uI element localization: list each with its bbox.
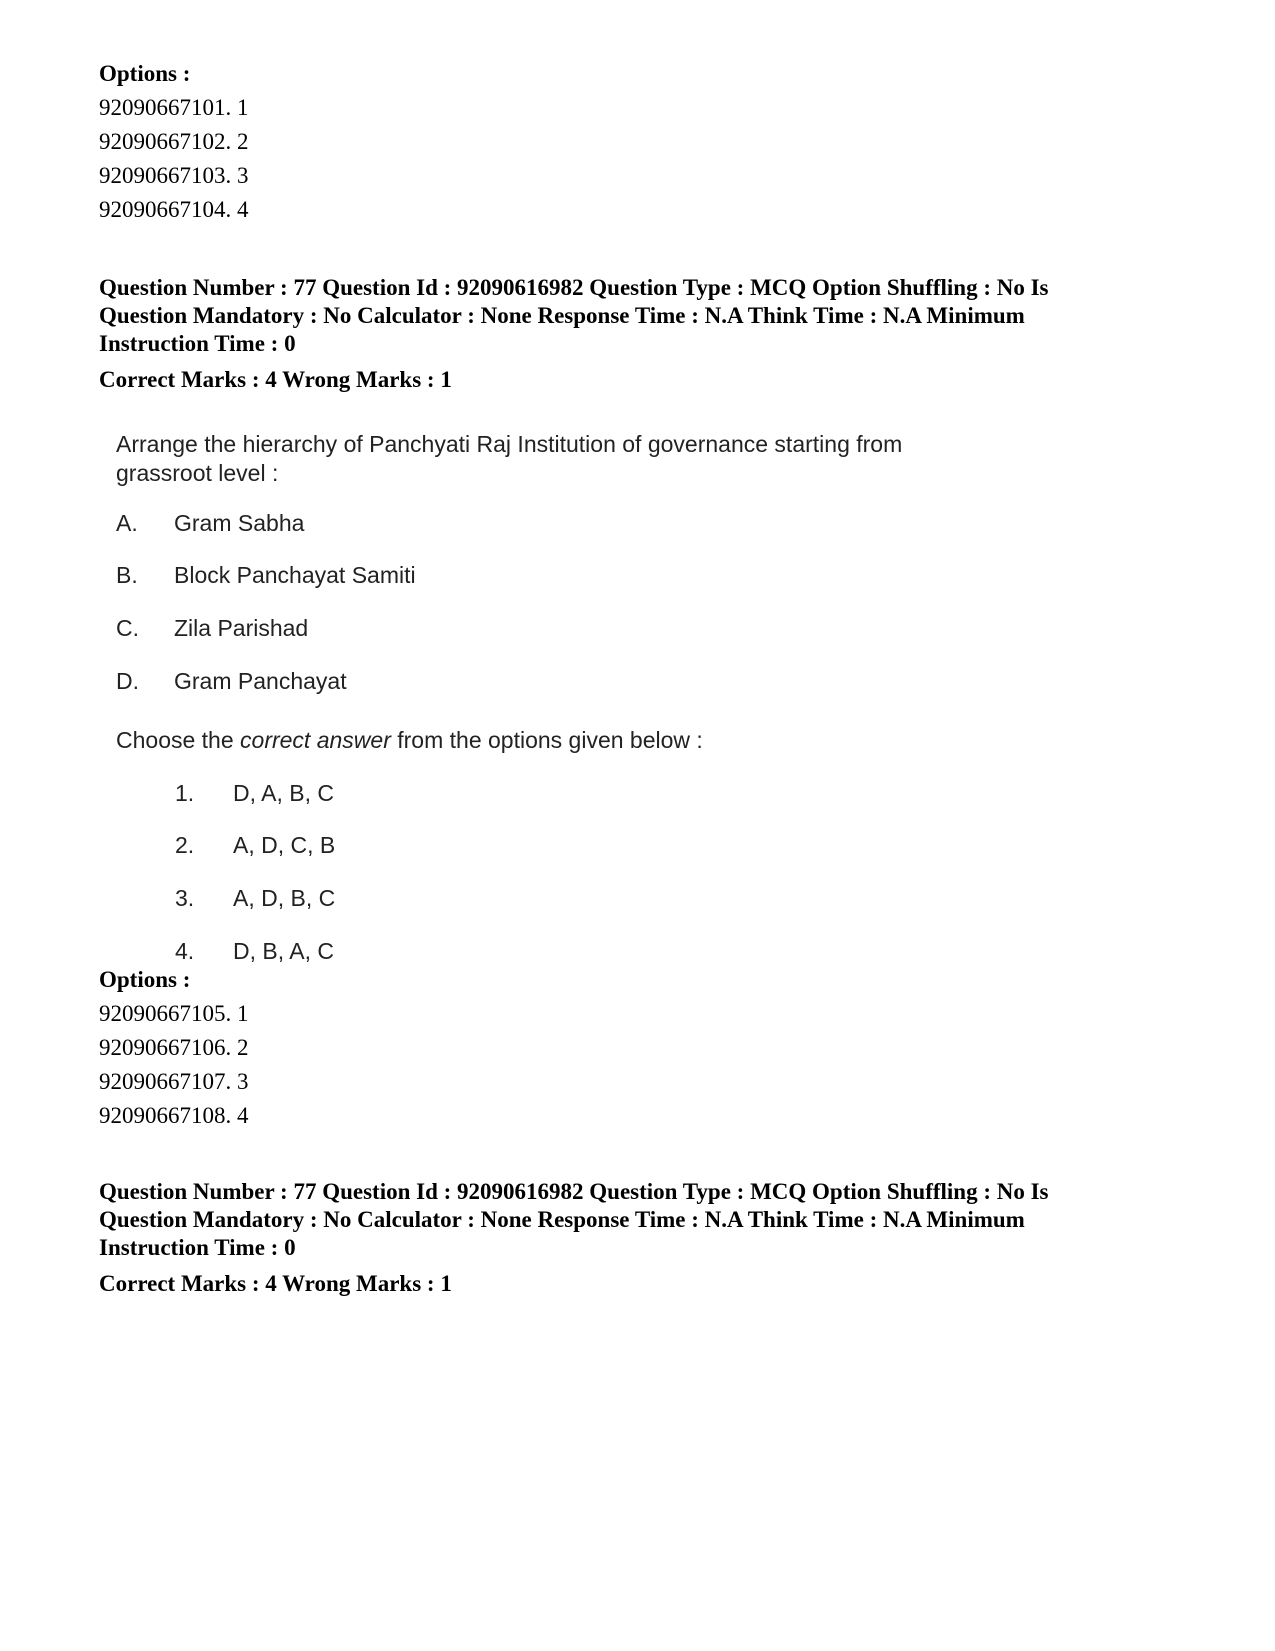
question-header-line: Instruction Time : 0 — [99, 331, 296, 356]
answer-choice — [175, 883, 335, 913]
statement-text: Gram Sabha — [174, 510, 305, 536]
statement-item — [116, 508, 304, 538]
question-header-line: Instruction Time : 0 — [99, 1235, 296, 1260]
statement-label: A. — [116, 510, 138, 536]
answer-choice — [175, 936, 334, 966]
question-options-section — [99, 963, 1179, 1133]
option-item: 92090667107. 3 — [99, 1069, 249, 1094]
question-header — [99, 274, 1179, 394]
question-header-line: Question Number : 77 Question Id : 92090616982 Question Type : MCQ Option Shuffling : No Is — [99, 275, 1049, 300]
statement-text: Block Panchayat Samiti — [174, 562, 416, 588]
option-item: 92090667106. 2 — [99, 1035, 249, 1060]
answer-number: 3. — [175, 885, 195, 911]
choose-emphasis: correct answer — [240, 727, 391, 753]
answer-text: A, D, B, C — [233, 885, 336, 911]
question-header-line: Question Mandatory : No Calculator : None Response Time : N.A Think Time : N.A Minimum — [99, 303, 1025, 328]
option-item: 92090667104. 4 — [99, 197, 249, 222]
question-prompt — [116, 430, 1016, 488]
answer-text: A, D, C, B — [233, 832, 336, 858]
option-item: 92090667102. 2 — [99, 129, 249, 154]
answer-text: D, A, B, C — [233, 780, 334, 806]
answer-choice — [175, 778, 334, 808]
statement-text: Gram Panchayat — [174, 668, 347, 694]
choose-suffix: from the options given below : — [390, 727, 703, 753]
answer-number: 4. — [175, 938, 195, 964]
options-heading: Options : — [99, 61, 191, 86]
option-item: 92090667103. 3 — [99, 163, 249, 188]
option-item: 92090667101. 1 — [99, 95, 249, 120]
statement-item — [116, 560, 416, 590]
statement-label: B. — [116, 562, 138, 588]
option-item: 92090667108. 4 — [99, 1103, 249, 1128]
statement-item — [116, 666, 347, 696]
choose-instruction — [116, 725, 703, 755]
question-marks: Correct Marks : 4 Wrong Marks : 1 — [99, 1271, 452, 1296]
next-question-header — [99, 1178, 1179, 1298]
statement-label: D. — [116, 668, 139, 694]
options-heading: Options : — [99, 967, 191, 992]
question-body — [99, 420, 1019, 980]
question-prompt-line: grassroot level : — [116, 460, 279, 486]
question-marks: Correct Marks : 4 Wrong Marks : 1 — [99, 367, 452, 392]
statement-text: Zila Parishad — [174, 615, 309, 641]
answer-choice — [175, 830, 335, 860]
statement-item — [116, 613, 308, 643]
question-header-line: Question Number : 77 Question Id : 92090616982 Question Type : MCQ Option Shuffling : No Is — [99, 1179, 1049, 1204]
answer-text: D, B, A, C — [233, 938, 334, 964]
question-prompt-line: Arrange the hierarchy of Panchyati Raj Institution of governance starting from — [116, 431, 903, 457]
answer-number: 1. — [175, 780, 195, 806]
question-header-line: Question Mandatory : No Calculator : None Response Time : N.A Think Time : N.A Minimum — [99, 1207, 1025, 1232]
top-options-section — [99, 57, 1179, 227]
choose-prefix: Choose the — [116, 727, 241, 753]
answer-number: 2. — [175, 832, 195, 858]
statement-label: C. — [116, 615, 139, 641]
option-item: 92090667105. 1 — [99, 1001, 249, 1026]
